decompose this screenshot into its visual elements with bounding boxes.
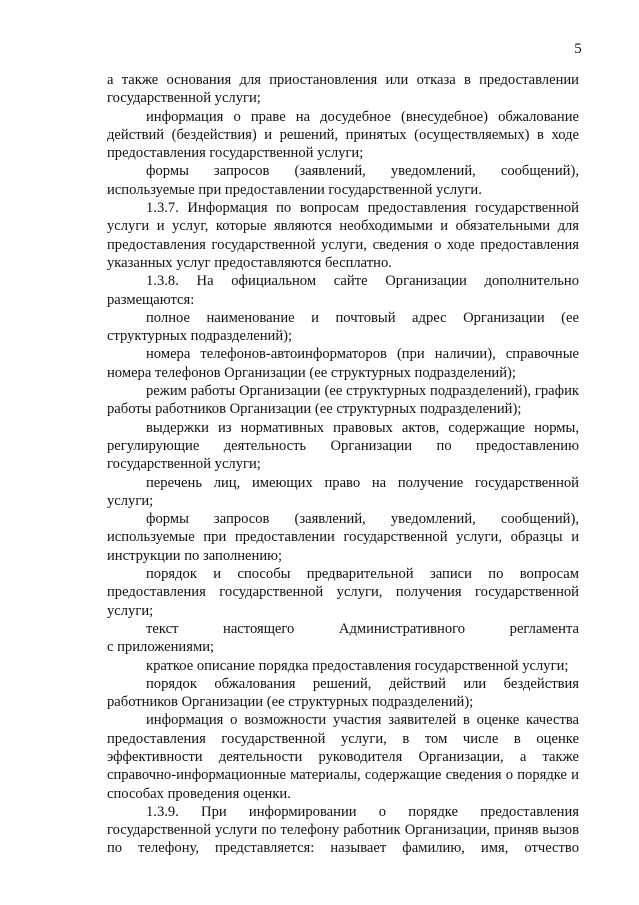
paragraph: номера телефонов-автоинформаторов (при наличии), справочные номера телефонов Организации (ее структурных подразделений); xyxy=(107,346,579,381)
paragraph: 1.3.7. Информация по вопросам предоставления государственной услуги и услуг, которые являются необходимыми и обязательными для предоставления государственной услуги, сведения о ходе предоставления указанных услуг предоставляются бесплатно. xyxy=(107,200,579,271)
paragraph: с приложениями; xyxy=(107,639,215,656)
page-number: 5 xyxy=(574,41,582,57)
paragraph: выдержки из нормативных правовых актов, содержащие нормы, регулирующие деятельность Организации по предоставлению государственной услуги; xyxy=(107,419,579,473)
paragraph: 1.3.9. При информировании о порядке предоставления государственной услуги по телефону работник Организации, приняв вызов по телефону, представляется: называет фамилию, имя, отчество xyxy=(107,803,579,857)
paragraph: информация о возможности участия заявителей в оценке качества предоставления государственной услуги, в том числе в оценке эффективности деятельности руководителя Организации, а также справочно-информационные материалы, содержащие сведения о порядке и способах проведения оценки. xyxy=(107,712,579,802)
document-body xyxy=(107,71,579,858)
paragraph: порядок обжалования решений, действий или бездействия работников Организации (ее структурных подразделений); xyxy=(107,675,579,711)
paragraph: краткое описание порядка предоставления государственной услуги; xyxy=(146,657,569,674)
paragraph: информация о праве на досудебное (внесудебное) обжалование действий (бездействия) и решений, принятых (осуществляемых) в ходе предоставления государственной услуги; xyxy=(107,108,579,162)
paragraph: режим работы Организации (ее структурных подразделений), график работы работников Организации (ее структурных подразделений); xyxy=(107,383,579,418)
paragraph: формы запросов (заявлений, уведомлений, сообщений), используемые при предоставлении государственной услуги. xyxy=(107,163,579,198)
paragraph: порядок и способы предварительной записи по вопросам предоставления государственной услуги, получения государственной услуги; xyxy=(107,566,579,619)
paragraph: перечень лиц, имеющих право на получение государственной услуги; xyxy=(107,474,579,509)
paragraph: а также основания для приостановления или отказа в предоставлении государственной услуги; xyxy=(107,72,579,107)
paragraph: текст настоящего Административного регламента xyxy=(146,620,579,637)
paragraph: 1.3.8. На официальном сайте Организации дополнительно размещаются: xyxy=(107,273,579,308)
paragraph: формы запросов (заявлений, уведомлений, сообщений), используемые при предоставлении государственной услуги, образцы и инструкции по заполнению; xyxy=(107,511,579,564)
paragraph: полное наименование и почтовый адрес Организации (ее структурных подразделений); xyxy=(107,309,579,345)
